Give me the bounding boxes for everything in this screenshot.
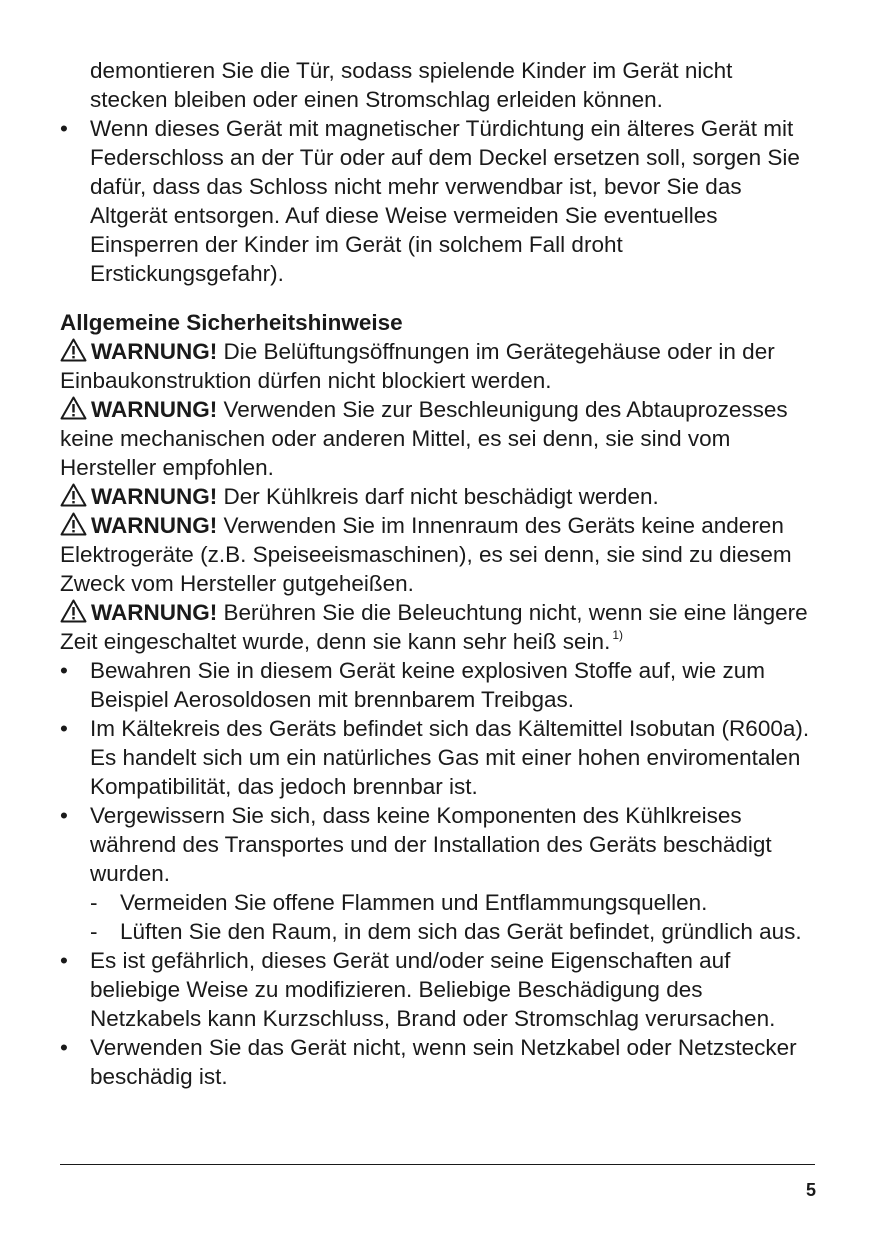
warning-text: Verwenden Sie zur Beschleunigung des Abtauprozesses keine mechanischen oder anderen Mittel, es sei denn, sie sind vom Hersteller empfohlen. — [60, 397, 788, 480]
warning-text: Verwenden Sie im Innenraum des Geräts keine anderen Elektrogeräte (z.B. Speiseeismaschinen), es sei denn, sie sind zu diesem Zweck vom Hersteller gutgeheißen. — [60, 513, 792, 596]
warning-text: Die Belüftungsöffnungen im Gerätegehäuse oder in der Einbaukonstruktion dürfen nicht blockiert werden. — [60, 339, 775, 393]
sub-list-item: - Vermeiden Sie offene Flammen und Entflammungsquellen. — [90, 888, 812, 917]
sub-bullet-list — [90, 888, 812, 946]
intro-bullet-list — [60, 114, 812, 288]
page-number: 5 — [805, 1180, 816, 1200]
list-item: • Verwenden Sie das Gerät nicht, wenn sein Netzkabel oder Netzstecker beschädig ist. — [60, 1033, 812, 1091]
safety-section — [60, 308, 812, 1091]
warning-2 — [60, 395, 812, 482]
warning-text: Berühren Sie die Beleuchtung nicht, wenn sie eine längere Zeit eingeschaltet wurde, denn sie kann sehr heiß sein. — [60, 600, 808, 654]
warning-label: WARNUNG! — [91, 513, 218, 538]
warning-1 — [60, 337, 812, 395]
safety-bullet-list — [60, 656, 812, 1091]
warning-triangle-icon — [60, 483, 87, 507]
warning-label: WARNUNG! — [91, 484, 218, 509]
list-item-text: Vergewissern Sie sich, dass keine Komponenten des Kühlkreises während des Transportes und der Installation des Geräts beschädigt wurden. — [90, 803, 772, 886]
list-item: • Im Kältekreis des Geräts befindet sich das Kältemittel Isobutan (R600a). Es handelt sich um ein natürliches Gas mit einer hohen enviromentalen Kompatibilität, das jedoch brennbar ist. — [60, 714, 812, 801]
footnote-marker: 1) — [612, 628, 623, 642]
warning-5 — [60, 598, 812, 656]
sub-list-item: - Lüften Sie den Raum, in dem sich das Gerät befindet, gründlich aus. — [90, 917, 812, 946]
warning-triangle-icon — [60, 599, 87, 623]
warning-triangle-icon — [60, 512, 87, 536]
warning-text: Der Kühlkreis darf nicht beschädigt werden. — [223, 484, 659, 509]
list-item: • Wenn dieses Gerät mit magnetischer Türdichtung ein älteres Gerät mit Federschloss an der Tür oder auf dem Deckel ersetzen soll, sorgen Sie dafür, dass das Schloss nicht mehr verwendbar ist, bevor Sie das Altgerät entsorgen. Auf diese Weise vermeiden Sie eventuelles Einsperren der Kinder im Gerät (in solchem Fall droht Erstickungsgefahr). — [60, 114, 812, 288]
continuation-paragraph: demontieren Sie die Tür, sodass spielende Kinder im Gerät nicht stecken bleiben oder einen Stromschlag erleiden können. — [90, 58, 733, 112]
warning-3 — [60, 482, 812, 511]
page-content — [60, 56, 812, 1091]
warning-triangle-icon — [60, 338, 87, 362]
list-item — [60, 801, 812, 946]
warning-4 — [60, 511, 812, 598]
warning-label: WARNUNG! — [91, 600, 218, 625]
list-item: • Es ist gefährlich, dieses Gerät und/oder seine Eigenschaften auf beliebige Weise zu modifizieren. Beliebige Beschädigung des Netzkabels kann Kurzschluss, Brand oder Stromschlag verursachen. — [60, 946, 812, 1033]
warning-label: WARNUNG! — [91, 339, 218, 364]
section-heading: Allgemeine Sicherheitshinweise — [60, 310, 403, 335]
warning-triangle-icon — [60, 396, 87, 420]
warning-label: WARNUNG! — [91, 397, 218, 422]
footer-divider — [60, 1164, 815, 1165]
list-item: • Bewahren Sie in diesem Gerät keine explosiven Stoffe auf, wie zum Beispiel Aerosoldosen mit brennbarem Treibgas. — [60, 656, 812, 714]
